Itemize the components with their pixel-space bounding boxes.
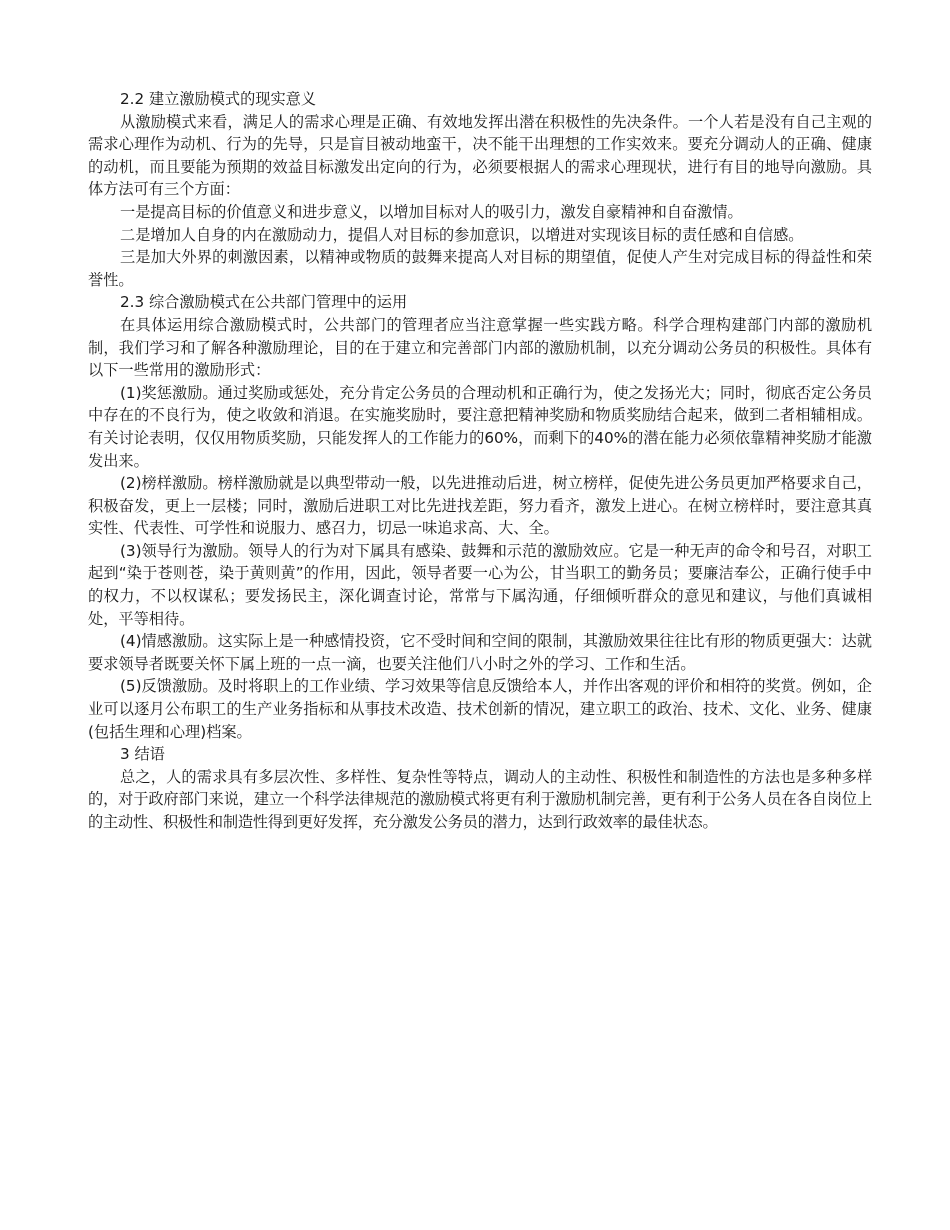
paragraph: 从激励模式来看，满足人的需求心理是正确、有效地发挥出潜在积极性的先决条件。一个人若是没有自己主观的需求心理作为动机、行为的先导，只是盲目被动地蛮干，决不能干出理想的工作实效来。要充分调动人的正确、健康的动机，而且要能为预期的效益目标激发出定向的行为，必须要根据人的需求心理现状，进行有目的地导向激励。具体方法可有三个方面： xyxy=(88,112,872,199)
paragraph-incentive-4: (4)情感激励。这实际上是一种感情投资，它不受时间和空间的限制，其激励效果往往比有形的物质更强大：达就要求领导者既要关怀下属上班的一点一滴，也要关注他们八小时之外的学习、工作和生活。 xyxy=(88,632,872,673)
section-heading-3: 3 结语 xyxy=(120,745,165,764)
paragraph: 在具体运用综合激励模式时，公共部门的管理者应当注意掌握一些实践方略。科学合理构建部门内部的激励机制，我们学习和了解各种激励理论，目的在于建立和完善部门内部的激励机制，以充分调动公务员的积极性。具体有以下一些常用的激励形式： xyxy=(88,315,872,380)
paragraph-incentive-1: (1)奖惩激励。通过奖励或惩处，充分肯定公务员的合理动机和正确行为，使之发扬光大；同时，彻底否定公务员中存在的不良行为，使之收敛和消退。在实施奖励时，要注意把精神奖励和物质奖励结合起来，做到二者相辅相成。有关讨论表明，仅仅用物质奖励，只能发挥人的工作能力的60%，而剩下的40%的潜在能力必须依靠精神奖励才能激发出来。 xyxy=(88,383,872,470)
paragraph: 二是增加人自身的内在激励动力，提倡人对目标的参加意识，以增进对实现该目标的责任感和自信感。 xyxy=(120,225,804,244)
paragraph-incentive-3: (3)领导行为激励。领导人的行为对下属具有感染、鼓舞和示范的激励效应。它是一种无声的命令和号召，对职工起到“染于苍则苍，染于黄则黄”的作用，因此，领导者要一心为公，甘当职工的勤务员；要廉洁奉公，正确行使手中的权力，不以权谋私；要发扬民主，深化调查讨论，常常与下属沟通，仔细倾听群众的意见和建议，与他们真诚相处，平等相待。 xyxy=(88,541,872,628)
document-page xyxy=(88,88,872,834)
paragraph: 一是提高目标的价值意义和进步意义，以增加目标对人的吸引力，激发自豪精神和自奋激情。 xyxy=(120,202,743,221)
paragraph-incentive-5: (5)反馈激励。及时将职上的工作业绩、学习效果等信息反馈给本人，并作出客观的评价和相符的奖赏。例如，企业可以逐月公布职工的生产业务指标和从事技术改造、技术创新的情况，建立职工的政治、技术、文化、业务、健康(包括生理和心理)档案。 xyxy=(88,677,872,741)
paragraph-incentive-2: (2)榜样激励。榜样激励就是以典型带动一般，以先进推动后进，树立榜样，促使先进公务员更加严格要求自己，积极奋发，更上一层楼；同时，激励后进职工对比先进找差距，努力看齐，激发上进心。在树立榜样时，要注意其真实性、代表性、可学性和说服力、感召力，切忌一味追求高、大、全。 xyxy=(88,474,872,538)
paragraph-conclusion: 总之，人的需求具有多层次性、多样性、复杂性等特点，调动人的主动性、积极性和制造性的方法也是多种多样的，对于政府部门来说，建立一个科学法律规范的激励模式将更有利于激励机制完善，更有利于公务人员在各自岗位上的主动性、积极性和制造性得到更好发挥，充分激发公务员的潜力，达到行政效率的最佳状态。 xyxy=(88,767,872,831)
paragraph: 三是加大外界的刺激因素，以精神或物质的鼓舞来提高人对目标的期望值，促使人产生对完成目标的得益性和荣誉性。 xyxy=(88,248,872,289)
section-heading-2-3: 2.3 综合激励模式在公共部门管理中的运用 xyxy=(120,293,408,312)
section-heading-2-2: 2.2 建立激励模式的现实意义 xyxy=(120,90,317,108)
